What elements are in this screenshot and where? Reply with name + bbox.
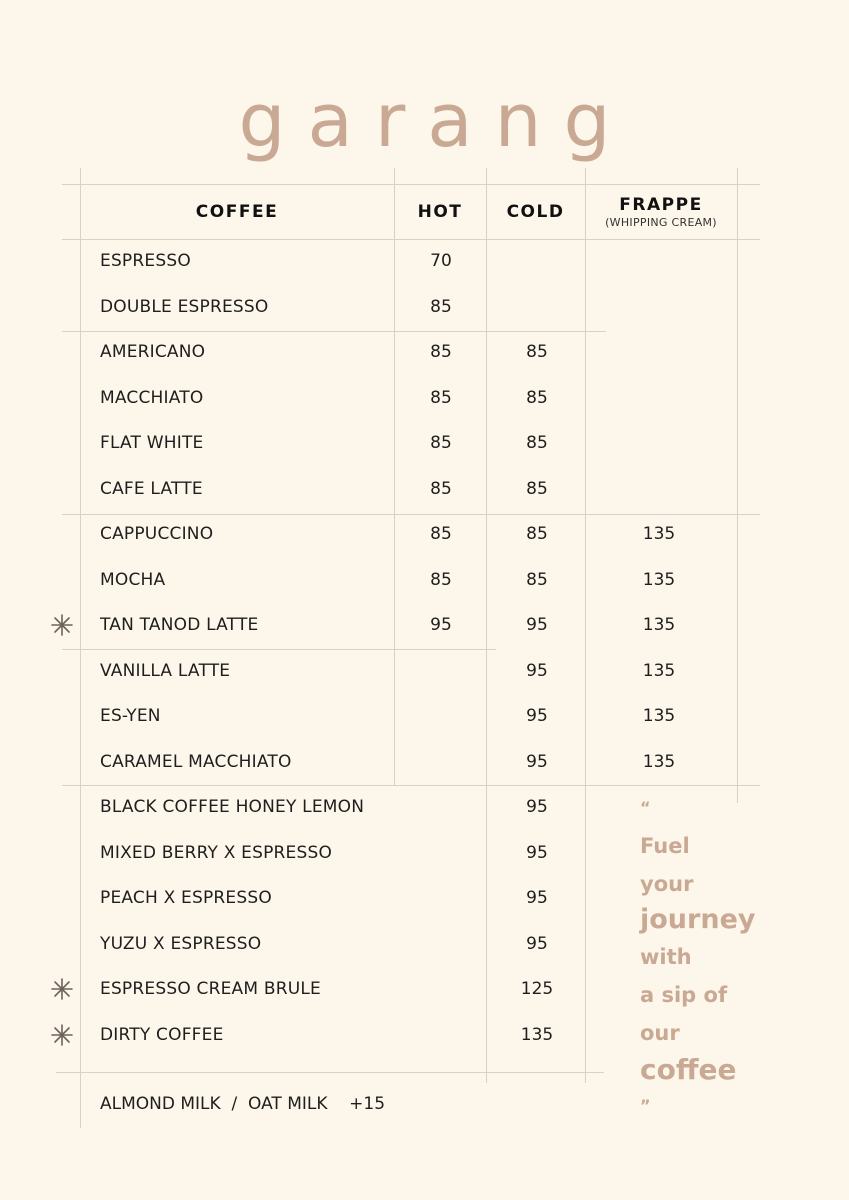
price-cold: 85 <box>526 387 548 408</box>
menu-item-name: CARAMEL MACCHIATO <box>100 751 292 772</box>
quote-close-mark: ” <box>640 1096 651 1115</box>
price-hot: 85 <box>430 387 452 408</box>
menu-item-row <box>0 239 849 285</box>
menu-item-row <box>0 330 849 376</box>
price-cold: 95 <box>526 660 548 681</box>
price-hot: 85 <box>430 569 452 590</box>
header-frappe-note: (WHIPPING CREAM) <box>605 216 717 229</box>
menu-item-name: MACCHIATO <box>100 387 204 408</box>
menu-item-name: VANILLA LATTE <box>100 660 231 681</box>
asterisk-icon <box>50 977 74 1001</box>
header-hot <box>394 186 486 238</box>
asterisk-icon <box>50 1023 74 1047</box>
price-cold: 95 <box>526 751 548 772</box>
price-cold: 85 <box>526 524 548 544</box>
price-cold: 95 <box>526 706 548 726</box>
header-coffee <box>80 186 394 238</box>
price-hot: 95 <box>430 615 452 635</box>
menu-item-name: MIXED BERRY X ESPRESSO <box>100 842 333 863</box>
menu-item-row <box>0 376 849 422</box>
header-frappe <box>585 186 737 238</box>
menu-item-row <box>0 512 849 558</box>
price-cold: 85 <box>526 478 548 499</box>
header-hot-label: HOT <box>417 202 463 222</box>
price-hot: 85 <box>430 524 452 544</box>
menu-item-name: PEACH X ESPRESSO <box>100 888 272 908</box>
price-cold: 125 <box>520 979 554 999</box>
price-cold: 85 <box>526 569 548 590</box>
price-frappe: 135 <box>642 751 676 772</box>
milk-addon <box>100 1094 385 1114</box>
addon-almond-milk: ALMOND MILK <box>100 1094 221 1114</box>
addon-oat-milk: OAT MILK <box>248 1094 328 1114</box>
price-frappe: 135 <box>642 660 676 681</box>
menu-item-name: ES-YEN <box>100 706 161 726</box>
price-cold: 95 <box>526 797 548 817</box>
menu-item-name: BLACK COFFEE HONEY LEMON <box>100 797 365 817</box>
header-frappe-label: FRAPPE <box>619 195 703 215</box>
quote-open-mark: “ <box>640 798 651 817</box>
price-cold: 135 <box>520 1024 554 1045</box>
price-frappe: 135 <box>642 524 676 544</box>
price-frappe: 135 <box>642 615 676 635</box>
price-cold: 95 <box>526 842 548 863</box>
menu-item-row <box>0 467 849 513</box>
price-frappe: 135 <box>642 569 676 590</box>
menu-item-name: AMERICANO <box>100 342 206 362</box>
price-hot: 85 <box>430 296 452 317</box>
brand-logo: garang <box>238 78 633 164</box>
menu-item-row <box>0 558 849 604</box>
header-coffee-label: COFFEE <box>195 202 279 222</box>
price-cold: 85 <box>526 342 548 362</box>
price-hot: 70 <box>430 251 452 271</box>
header-cold <box>486 186 585 238</box>
price-hot: 85 <box>430 433 452 453</box>
quote-line: coffee <box>640 1053 737 1086</box>
header-cold-label: COLD <box>506 202 565 222</box>
menu-item-row <box>0 649 849 695</box>
menu-item-name: TAN TANOD LATTE <box>100 615 259 635</box>
menu-item-name: CAFE LATTE <box>100 478 203 499</box>
menu-item-row <box>0 421 849 467</box>
menu-item-name: ESPRESSO <box>100 251 191 271</box>
price-cold: 85 <box>526 433 548 453</box>
quote-line: your <box>640 872 694 896</box>
price-cold: 95 <box>526 615 548 635</box>
addon-separator: / <box>231 1094 238 1114</box>
asterisk-icon <box>50 613 74 637</box>
tagline-quote <box>640 800 780 1114</box>
menu-item-row <box>0 285 849 331</box>
menu-item-name: DOUBLE ESPRESSO <box>100 296 269 317</box>
menu-item-name: FLAT WHITE <box>100 433 204 453</box>
quote-line: journey <box>640 904 756 935</box>
menu-item-name: MOCHA <box>100 569 166 590</box>
menu-item-row <box>0 603 849 649</box>
addon-price: +15 <box>349 1094 386 1114</box>
quote-line: a sip of <box>640 983 728 1007</box>
price-cold: 95 <box>526 933 548 954</box>
price-hot: 85 <box>430 342 452 362</box>
quote-line: our <box>640 1021 680 1045</box>
menu-item-name: CAPPUCCINO <box>100 524 214 544</box>
price-cold: 95 <box>526 888 548 908</box>
quote-line: Fuel <box>640 834 690 858</box>
menu-item-row <box>0 694 849 740</box>
menu-item-row <box>0 740 849 786</box>
menu-item-name: DIRTY COFFEE <box>100 1024 224 1045</box>
menu-item-name: YUZU X ESPRESSO <box>100 933 262 954</box>
menu-item-name: ESPRESSO CREAM BRULE <box>100 979 321 999</box>
price-frappe: 135 <box>642 706 676 726</box>
price-hot: 85 <box>430 478 452 499</box>
quote-line: with <box>640 945 692 969</box>
